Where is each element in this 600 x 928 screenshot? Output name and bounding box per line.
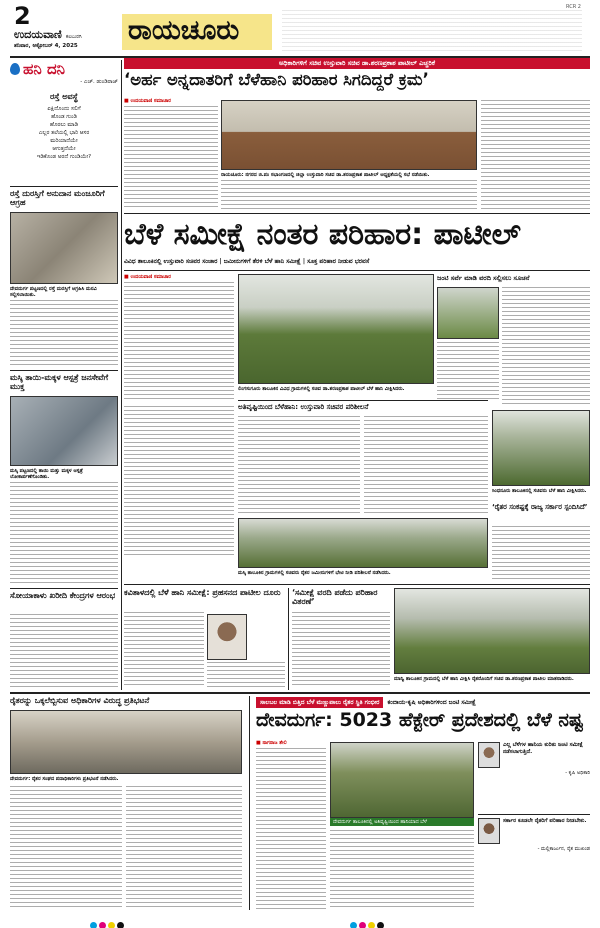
registration-marks-center	[350, 914, 386, 928]
quote-by-1: - ಕೃಷಿ ಅಧಿಕಾರಿ	[565, 770, 590, 776]
left-story2-headline: ಮಸ್ಕಿ ತಾಯಿ-ಮಕ್ಕಳ ಆಸ್ಪತ್ರೆ ಜನಸೇವೆಗೆ ಮುಕ್ತ	[10, 373, 109, 391]
quote-box-2	[478, 818, 590, 888]
ad-strip	[282, 10, 582, 54]
left-story1-caption: ದೇವದುರ್ಗ ಪಟ್ಟಣದಲ್ಲಿ ರಸ್ತೆ ದುರಸ್ತಿಗೆ ಆಗ್ರಹಿಸಿ ಮನವಿ ಸಲ್ಲಿಸಲಾಯಿತು.	[10, 286, 97, 298]
masthead	[14, 4, 124, 48]
verse-title: ರಸ್ತೆ ಅವಸ್ಥೆ	[49, 92, 79, 101]
mid-photo-caption: ಮಸ್ಕಿ ತಾಲೂಕಿನ ಗ್ರಾಮಗಳಲ್ಲಿ ಸಚಿವರು ರೈತರ ಜಮೀನುಗಳಿಗೆ ಭೇಟಿ ನೀಡಿ ಪರಿಶೀಲನೆ ನಡೆಸಿದರು.	[238, 570, 391, 576]
issue-date: ಶನಿವಾರ, ಅಕ್ಟೋಬರ್ 4, 2025	[14, 43, 78, 49]
top-meeting-photo	[221, 100, 477, 170]
quote-by-2: - ಮಲ್ಲಿಕಾರ್ಜುನ, ರೈತ ಮುಖಂಡ	[537, 846, 590, 852]
bottom-kicker: ಸಾಲಬಲ ಮಾಡಿ ಬಿತ್ತಿದ ಬೆಳೆ ಮಣ್ಣುಪಾಲು ರೈತರ ಸ್ಥಿತಿ ಗಂಭೀರ ಕಂದಾಯ-ಕೃಷಿ ಅಧಿಕಾರಿಗಳಿಂದ ಜಂಟಿ ಸಮೀಕ್ಷೆ	[256, 697, 590, 708]
bottom-photo-caption: ಮಾನ್ವಿ ತಾಲೂಕಿನ ಗ್ರಾಮದಲ್ಲಿ ಬೆಳೆ ಹಾನಿ ವೀಕ್ಷಿಸಿ ರೈತರೊಂದಿಗೆ ಸಚಿವ ಡಾ.ಶರಣಪ್ರಕಾಶ ಪಾಟೀಲ ಮಾತನಾಡಿದರು.	[394, 676, 574, 682]
portrait-photo	[207, 614, 247, 660]
protest-photo	[10, 710, 242, 774]
right-photo-caption: ಸಿಂಧನೂರು ತಾಲೂಕಿನಲ್ಲಿ ಸಚಿವರು ಬೆಳೆ ಹಾನಿ ವೀಕ್ಷಿಸಿದರು.	[492, 488, 587, 494]
main-subhead: ವಿವಿಧ ತಾಲೂಕಿನಲ್ಲಿ ಉಸ್ತುವಾರಿ ಸಚಿವರ ಸಂಚಾರ | ಜಮೀನುಗಳಿಗೆ ತೆರಳಿ ಬೆಳೆ ಹಾನಿ ಸಮೀಕ್ಷೆ | ಸೂಕ್ತ ಪರಿಹಾರ ನೀಡುವ ಭರವಸೆ	[124, 258, 370, 265]
hani-dani-box	[10, 60, 118, 184]
main-headline: ಬೆಳೆ ಸಮೀಕ್ಷೆ ನಂತರ ಪರಿಹಾರ: ಪಾಟೀಲ್	[124, 220, 521, 252]
hani-author: - ಎಚ್. ಡುಂಡಿರಾಜ್	[80, 79, 118, 85]
bottom-left-headline: ರೈತರನ್ನು ಒಕ್ಕಲೆಬ್ಬಿಸುವ ಅಧಿಕಾರಿಗಳ ವಿರುದ್ಧ ಪ್ರತಿಭಟನೆ	[10, 696, 150, 705]
bottom-byline: ■ ನಾಗರಾಜ ತೇಲಿ	[256, 740, 287, 746]
crop-loss-caption: ದೇವದುರ್ಗ ತಾಲೂಕಿನಲ್ಲಿ ಅತಿವೃಷ್ಟಿಯಿಂದ ಹಾನಿಯಾದ ಬೆಳೆ	[330, 818, 474, 826]
drop-icon	[10, 63, 20, 75]
edition-name: ಕಲಬುರಗಿ	[65, 34, 82, 40]
page-tag: RCR 2	[566, 4, 581, 10]
top-byline: ■ ಉದಯವಾಣಿ ಸಮಾಚಾರ	[124, 98, 171, 104]
kavitala-headline: ಕವಿತಾಳದಲ್ಲಿ ಬೆಳೆ ಹಾನಿ ಸಮೀಕ್ಷೆ: ಪ್ರಹಸನದ ಪಾಟೀಲ ದೂರು	[124, 588, 281, 597]
quote-text-1: ಎಲ್ಲ ಬೆಳೆಗಳ ಹಾನಿಯ ಕುರಿತು ಜಂಟಿ ಸಮೀಕ್ಷೆ ನಡೆಸಲಾಗುತ್ತಿದೆ.	[503, 742, 583, 755]
crop-loss-photo	[330, 742, 474, 818]
page-number: 2	[14, 2, 31, 30]
top-kicker: ಅಧಿಕಾರಿಗಳಿಗೆ ಸಚಿವ ಉಸ್ತುವಾರಿ ಸಚಿವ ಡಾ.ಶರಣಪ್ರಕಾಶ ಪಾಟೀಲ್ ಎಚ್ಚರಿಕೆ	[124, 58, 590, 69]
quote-text-2: ಸರ್ಕಾರ ಕೂಡಲೇ ರೈತರಿಗೆ ಪರಿಹಾರ ನೀಡಬೇಕು.	[503, 818, 587, 824]
left-story2-caption: ಮಸ್ಕಿ ಪಟ್ಟಣದಲ್ಲಿ ತಾಯಿ ಮತ್ತು ಮಕ್ಕಳ ಆಸ್ಪತ್ರೆ ಲೋಕಾರ್ಪಣೆಗೊಂಡಿತು.	[10, 468, 83, 480]
mid-field-photo	[238, 518, 488, 568]
side-field-photo	[437, 287, 499, 339]
top-photo-caption: ರಾಯಚೂರು: ನಗರದ ಜಿ.ಪಂ ಸಭಾಂಗಣದಲ್ಲಿ ಜಿಲ್ಲಾ ಉಸ್ತುವಾರಿ ಸಚಿವ ಡಾ.ಶರಣಪ್ರಕಾಶ ಪಾಟೀಲ್ ಅಧ್ಯಕ್ಷತೆಯಲ್ಲಿ ಸಭೆ ನಡೆಯಿತು.	[221, 172, 430, 178]
main-byline: ■ ಉದಯವಾಣಿ ಸಮಾಚಾರ	[124, 274, 171, 280]
left-story1-headline: ರಸ್ತೆ ದುರಸ್ತಿಗೆ ಅನುದಾನ ಮಂಜೂರಿಗೆ ಆಗ್ರಹ	[10, 189, 105, 207]
side-headline: ಜಂಟಿ ಸರ್ವೆ ಮಾಡಿ ವರದಿ ಸಲ್ಲಿಸಲು ಸೂಚನೆ	[437, 274, 530, 282]
protest-caption: ದೇವದುರ್ಗ: ರೈತರ ಸಂಘದ ಪದಾಧಿಕಾರಿಗಳು ಪ್ರತಿಭಟನೆ ನಡೆಸಿದರು.	[10, 776, 119, 782]
left-story3-headline: ಸೋಯಾಕಾಳು ಖರೀದಿ ಕೇಂದ್ರಗಳ ಆರಂಭ	[10, 591, 116, 600]
verse-body: ಏಕ್ಷಿದೊಂದು ಸಲಿಗೆ ಹೊಂಡ ಗುಂಡಿ ಹೊರಲು ಮಾಡಿ ಎಲ್ಲರ ತಲೆಯಲ್ಲಿ ಭಾರಿ ಆಸರ ಮರಿಯಾದೆಯೇ ಆಗುತ್ತದೆಯೇ ಇಡಿಕೊಂಡ ಅರದೆ ಗುಂಡಿಯೇ?	[36, 106, 92, 160]
mid-story-headline: ಅತಿವೃಷ್ಟಿಯಿಂದ ಬೆಳೆಹಾನಿ: ಉಸ್ತುವಾರಿ ಸಚಿವರ ಪರಿಶೀಲನೆ	[238, 403, 369, 411]
quote-box-1	[478, 742, 590, 812]
top-headline: ‘ಅರ್ಹ ಅನ್ನದಾತರಿಗೆ ಬೆಳೆಹಾನಿ ಪರಿಹಾರ ಸಿಗದಿದ್ದರೆ ಕ್ರಮ’	[124, 72, 429, 89]
right-headline: ‘ರೈತರ ಸಂಕಷ್ಟಕ್ಕೆ ರಾಜ್ಯ ಸರ್ಕಾರ ಸ್ಪಂದಿಸಿದೆ’	[492, 503, 588, 511]
bottom-field-photo	[394, 588, 590, 674]
brand-name: ಉದಯವಾಣಿ	[14, 28, 62, 41]
bottom-headline: ದೇವದುರ್ಗ: 5023 ಹೆಕ್ಟೇರ್ ಪ್ರದೇಶದಲ್ಲಿ ಬೆಳೆ ನಷ್ಟ	[256, 711, 584, 731]
report-headline: ‘ಸಮೀಕ್ಷೆ ವರದಿ ಪಡೆದು ಪರಿಹಾರ ವಿತರಣೆ’	[292, 588, 378, 606]
main-photo-caption: ಲಿಂಗಸುಗೂರು ತಾಲೂಕಿನ ವಿವಿಧ ಗ್ರಾಮಗಳಲ್ಲಿ ಸಚಿವ ಡಾ.ಶರಣಪ್ರಕಾಶ ಪಾಟೀಲ್ ಬೆಳೆ ಹಾನಿ ವೀಕ್ಷಿಸಿದರು.	[238, 386, 405, 392]
quote-portrait-2	[478, 818, 500, 844]
left-story1-photo	[10, 212, 118, 284]
registration-marks	[90, 914, 126, 928]
quote-portrait-1	[478, 742, 500, 768]
hani-title: ಹನಿ ದನಿ	[23, 60, 65, 78]
left-story2-photo	[10, 396, 118, 466]
main-field-photo	[238, 274, 434, 384]
right-field-photo	[492, 410, 590, 486]
section-title: ರಾಯಚೂರು	[122, 14, 272, 50]
